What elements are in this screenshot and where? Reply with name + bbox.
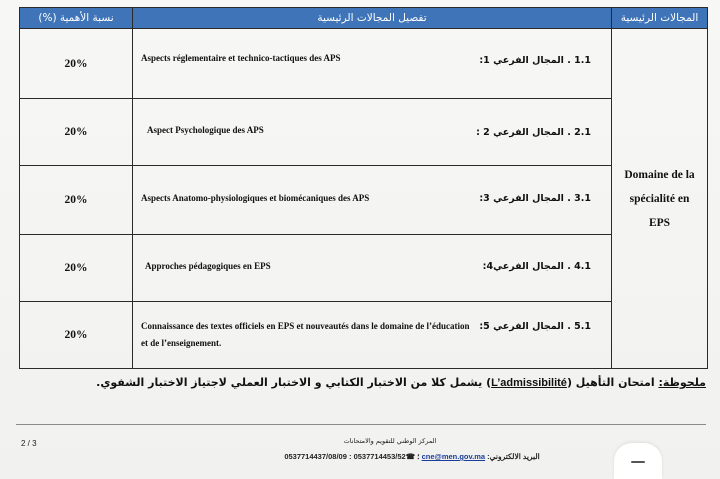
importance-cell: 20% bbox=[20, 99, 133, 166]
subdomain-title: Approches pédagogiques en EPS bbox=[145, 261, 271, 271]
subdomain-title: Aspects Anatomo-physiologiques et biomécaniques des APS bbox=[141, 193, 370, 203]
footer-email-link[interactable]: cne@men.gov.ma bbox=[421, 452, 486, 461]
importance-cell: 20% bbox=[20, 302, 133, 369]
domain-table bbox=[19, 7, 708, 369]
header-details: تفصيل المجالات الرئيسية bbox=[133, 8, 612, 29]
viewer-back-button[interactable] bbox=[614, 443, 662, 479]
minus-icon bbox=[631, 461, 645, 463]
subdomain-label: 4.1 . المجال الفرعي4: bbox=[482, 261, 591, 272]
detail-cell bbox=[133, 302, 612, 369]
footer-email-label: البريد الالكتروني: bbox=[487, 452, 540, 461]
subdomain-label: 5.1 . المجال الفرعي 5: bbox=[479, 321, 591, 332]
detail-cell bbox=[133, 99, 612, 166]
footer-contact bbox=[222, 452, 602, 461]
subdomain-title: Aspects réglementaire et technico-tactiques des APS bbox=[141, 53, 341, 63]
table-header-row bbox=[20, 8, 708, 29]
page-number: 2 / 3 bbox=[21, 439, 37, 448]
domain-line-2: spécialité en bbox=[629, 192, 690, 205]
subdomain-label: 3.1 . المجال الفرعي 3: bbox=[479, 193, 591, 204]
admissibility-note bbox=[96, 376, 706, 389]
importance-cell: 20% bbox=[20, 29, 133, 99]
table-row bbox=[20, 29, 708, 99]
importance-cell: 20% bbox=[20, 235, 133, 302]
subdomain-label: 1.1 . المجال الفرعي 1: bbox=[479, 55, 591, 66]
importance-cell: 20% bbox=[20, 166, 133, 235]
footer-organization: المركز الوطني للتقويم والامتحانات bbox=[343, 437, 437, 445]
note-text-start: امتحان التأهيل ( bbox=[566, 376, 659, 389]
subdomain-title-continued: et de l’enseignement. bbox=[141, 338, 222, 348]
table-row bbox=[20, 99, 708, 166]
table-row bbox=[20, 235, 708, 302]
domain-line-3: EPS bbox=[648, 216, 671, 229]
subdomain-label: 2.1 . المجال الفرعي 2 : bbox=[476, 127, 591, 138]
footer-phones: ؛ ☎0537714453/52 : 0537714437/08/09 bbox=[284, 452, 420, 461]
detail-cell bbox=[133, 29, 612, 99]
subdomain-title: Aspect Psychologique des APS bbox=[147, 125, 264, 135]
domain-line-1: Domaine de la bbox=[624, 168, 695, 181]
main-domain-cell bbox=[612, 29, 708, 369]
note-term: L’admissibilité bbox=[491, 377, 567, 389]
table-row bbox=[20, 166, 708, 235]
footer-divider bbox=[16, 424, 706, 425]
subdomain-title: Connaissance des textes officiels en EPS et nouveautés dans le domaine de l’éducation bbox=[141, 321, 470, 331]
note-label: ملحوظة: bbox=[658, 376, 706, 389]
table-row bbox=[20, 302, 708, 369]
header-importance: نسبة الأهمية (%) bbox=[20, 8, 133, 29]
header-main-domains: المجالات الرئيسية bbox=[612, 8, 708, 29]
note-text-end: ) يشمل كلا من الاختبار الكتابي و الاختبار العملي لاجتياز الاختبار الشفوي. bbox=[96, 376, 492, 389]
detail-cell bbox=[133, 166, 612, 235]
detail-cell bbox=[133, 235, 612, 302]
